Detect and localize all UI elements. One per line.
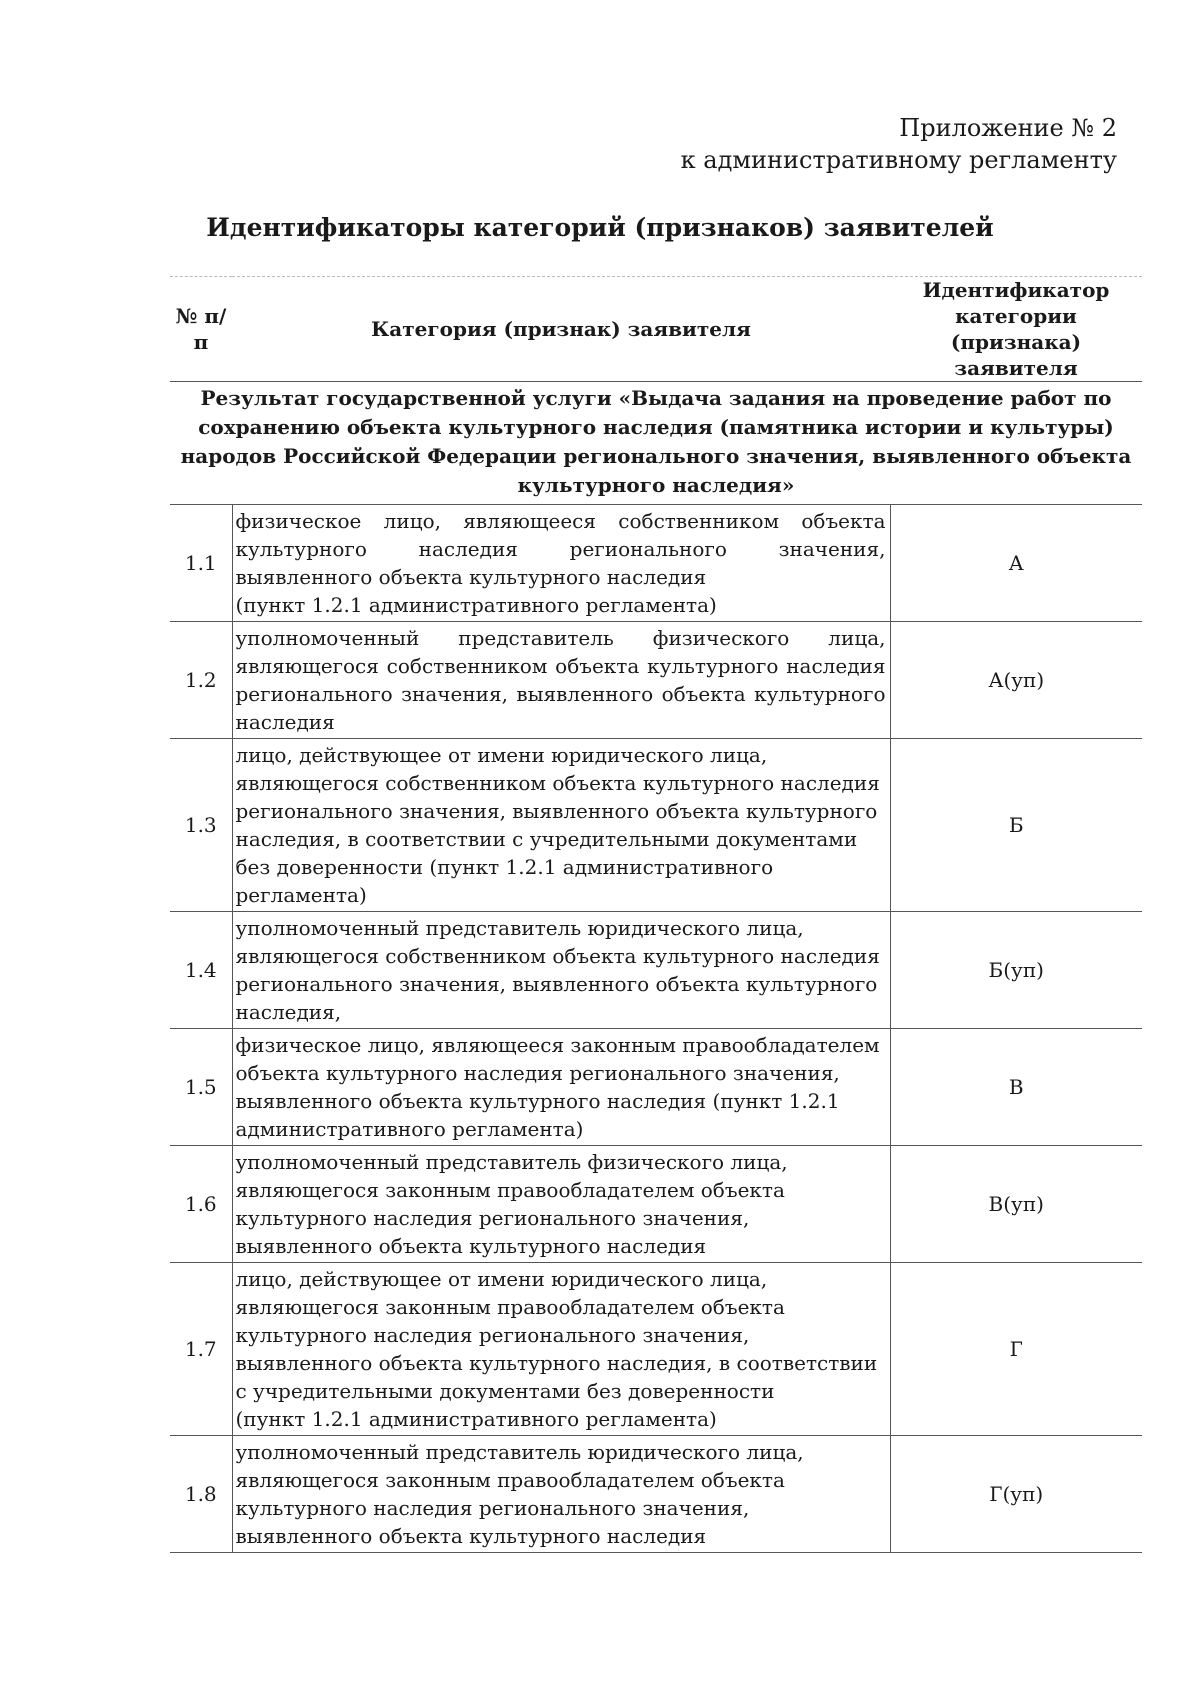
row-note: (пункт 1.2.1 административного регламента) <box>235 593 717 617</box>
table-row <box>170 505 1142 622</box>
table-row <box>170 912 1142 1029</box>
row-number: 1.7 <box>170 1263 232 1436</box>
row-number: 1.1 <box>170 505 232 622</box>
annex-header <box>681 112 1117 176</box>
table-row <box>170 1263 1142 1436</box>
row-category <box>232 505 890 622</box>
row-category: уполномоченный представитель физического лица, являющегося собственником объекта культурного наследия регионального значения, выявленного объекта культурного наследия <box>232 622 890 739</box>
table-row <box>170 1146 1142 1263</box>
section-title: Результат государственной услуги «Выдача задания на проведение работ по сохранению объекта культурного наследия (памятника истории и культуры) народов Российской Федерации регионального значения, выявленного объекта культурного наследия» <box>170 382 1142 505</box>
header-category: Категория (признак) заявителя <box>232 277 890 382</box>
row-number: 1.5 <box>170 1029 232 1146</box>
row-identifier: В <box>890 1029 1142 1146</box>
row-number: 1.6 <box>170 1146 232 1263</box>
page-title: Идентификаторы категорий (признаков) заявителей <box>206 213 994 242</box>
row-category: уполномоченный представитель юридического лица, являющегося собственником объекта культурного наследия регионального значения, выявленного объекта культурного наследия, <box>232 912 890 1029</box>
row-note: (пункт 1.2.1 административного регламента) <box>235 1407 717 1431</box>
annex-number: Приложение № 2 <box>899 114 1117 142</box>
row-category-text: физическое лицо, являющееся собственником объекта культурного наследия регионального значения, выявленного объекта культурного наследия <box>235 509 886 589</box>
row-identifier: А(уп) <box>890 622 1142 739</box>
annex-reference: к административному регламенту <box>680 146 1117 174</box>
row-identifier: Б(уп) <box>890 912 1142 1029</box>
row-number: 1.3 <box>170 739 232 912</box>
header-number: № п/п <box>170 277 232 382</box>
row-number: 1.4 <box>170 912 232 1029</box>
row-number: 1.8 <box>170 1436 232 1553</box>
row-identifier: А <box>890 505 1142 622</box>
row-category: уполномоченный представитель физического лица, являющегося законным правообладателем объекта культурного наследия регионального значения, выявленного объекта культурного наследия <box>232 1146 890 1263</box>
row-category: лицо, действующее от имени юридического лица, являющегося собственником объекта культурного наследия регионального значения, выявленного объекта культурного наследия, в соответствии с учредительными документами без доверенности (пункт 1.2.1 административного регламента) <box>232 739 890 912</box>
row-category-text: лицо, действующее от имени юридического лица, являющегося законным правообладателем объекта культурного наследия регионального значения, выявленного объекта культурного наследия, в соответствии с учредительными документами без доверенности <box>235 1267 878 1403</box>
row-identifier: В(уп) <box>890 1146 1142 1263</box>
section-row <box>170 382 1142 505</box>
row-identifier: Г(уп) <box>890 1436 1142 1553</box>
table-row <box>170 1029 1142 1146</box>
row-category: уполномоченный представитель юридического лица, являющегося законным правообладателем объекта культурного наследия регионального значения, выявленного объекта культурного наследия <box>232 1436 890 1553</box>
table-header-row <box>170 277 1142 382</box>
row-identifier: Б <box>890 739 1142 912</box>
row-identifier: Г <box>890 1263 1142 1436</box>
table-row <box>170 622 1142 739</box>
table-row <box>170 739 1142 912</box>
applicant-categories-table <box>170 276 1142 1553</box>
row-category <box>232 1263 890 1436</box>
row-number: 1.2 <box>170 622 232 739</box>
header-identifier: Идентификатор категории (признака) заявителя <box>890 277 1142 382</box>
table-row <box>170 1436 1142 1553</box>
row-category: физическое лицо, являющееся законным правообладателем объекта культурного наследия регионального значения, выявленного объекта культурного наследия (пункт 1.2.1 административного регламента) <box>232 1029 890 1146</box>
